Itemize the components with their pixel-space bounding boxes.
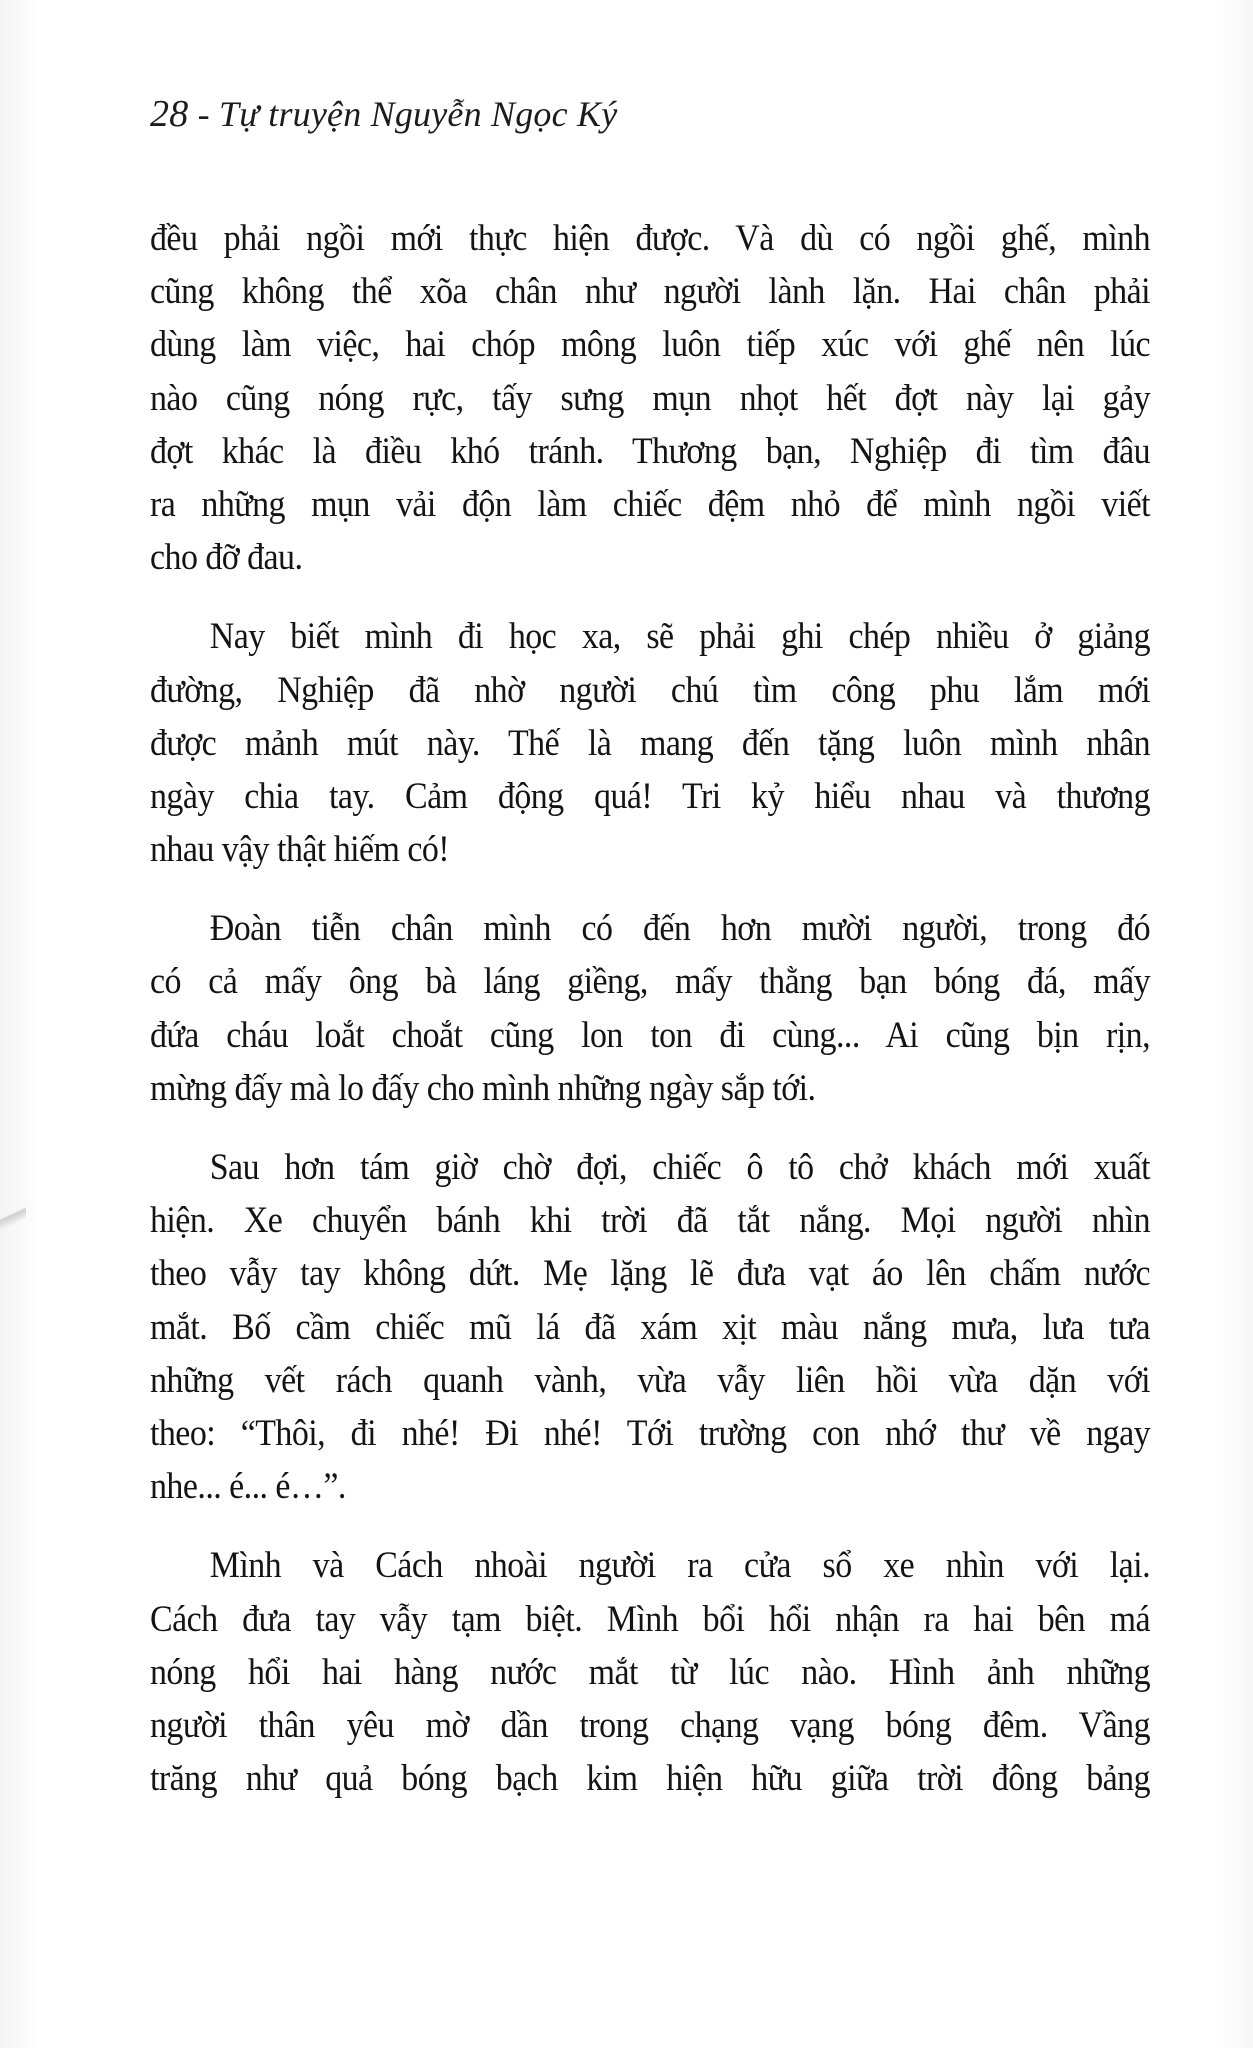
text-line: được mảnh mút này. Thế là mang đến tặng luôn mình nhân bbox=[150, 722, 1151, 764]
page-edge-mark bbox=[0, 1195, 26, 1235]
text-line: nhau vậy thật hiếm có! bbox=[150, 829, 450, 871]
text-line: nào cũng nóng rực, tấy sưng mụn nhọt hết đợt này lại gảy bbox=[150, 377, 1151, 419]
text-line: Cách đưa tay vẫy tạm biệt. Mình bổi hổi nhận ra hai bên má bbox=[150, 1598, 1151, 1640]
text-line: cho đỡ đau. bbox=[150, 537, 303, 579]
text-line: đợt khác là điều khó tránh. Thương bạn, Nghiệp đi tìm đâu bbox=[150, 430, 1151, 472]
book-title: Tự truyện Nguyễn Ngọc Ký bbox=[219, 94, 618, 134]
text-line: mắt. Bố cầm chiếc mũ lá đã xám xịt màu nắng mưa, lưa tưa bbox=[150, 1306, 1151, 1348]
text-line: cũng không thể xõa chân như người lành lặn. Hai chân phải bbox=[150, 271, 1151, 313]
paragraph-4 bbox=[150, 1141, 1150, 1513]
text-line: trăng như quả bóng bạch kim hiện hữu giữa trời đông bảng bbox=[150, 1758, 1151, 1800]
text-line: dùng làm việc, hai chóp mông luôn tiếp xúc với ghế nên lúc bbox=[150, 324, 1151, 366]
text-line: theo vẫy tay không dứt. Mẹ lặng lẽ đưa vạt áo lên chấm nước bbox=[150, 1253, 1151, 1295]
text-line: đều phải ngồi mới thực hiện được. Và dù có ngồi ghế, mình bbox=[150, 218, 1151, 259]
text-line: Sau hơn tám giờ chờ đợi, chiếc ô tô chở khách mới xuất bbox=[209, 1147, 1151, 1188]
text-line: đường, Nghiệp đã nhờ người chú tìm công phu lắm mới bbox=[150, 669, 1151, 711]
paragraph-spacing bbox=[150, 876, 1150, 902]
text-line: nóng hổi hai hàng nước mắt từ lúc nào. Hình ảnh những bbox=[150, 1651, 1151, 1693]
text-line: ra những mụn vải độn làm chiếc đệm nhỏ để mình ngồi viết bbox=[150, 483, 1151, 525]
paragraph-1 bbox=[150, 212, 1150, 584]
text-line: theo: “Thôi, đi nhé! Đi nhé! Tới trường con nhớ thư về ngay bbox=[150, 1412, 1151, 1454]
text-line: ngày chia tay. Cảm động quá! Tri kỷ hiểu nhau và thương bbox=[150, 775, 1151, 817]
text-line: đứa cháu loắt choắt cũng lon ton đi cùng... Ai cũng bịn rịn, bbox=[150, 1014, 1151, 1056]
text-line: người thân yêu mờ dần trong chạng vạng bóng đêm. Vầng bbox=[150, 1704, 1151, 1746]
text-line: Đoàn tiễn chân mình có đến hơn mười người, trong đó bbox=[209, 908, 1151, 950]
text-line: hiện. Xe chuyển bánh khi trời đã tắt nắng. Mọi người nhìn bbox=[150, 1200, 1151, 1242]
text-line: nhe... é... é…”. bbox=[150, 1466, 346, 1508]
paragraph-spacing bbox=[150, 1115, 1150, 1141]
paragraph-5 bbox=[150, 1539, 1150, 1805]
page-number: 28 bbox=[150, 93, 189, 135]
paragraph-3 bbox=[150, 902, 1150, 1115]
paragraph-2 bbox=[150, 610, 1150, 876]
text-line: có cả mấy ông bà láng giềng, mấy thằng bạn bóng đá, mấy bbox=[150, 961, 1151, 1003]
text-line: Nay biết mình đi học xa, sẽ phải ghi chép nhiều ở giảng bbox=[209, 616, 1151, 658]
paragraph-spacing bbox=[150, 584, 1150, 610]
paragraph-spacing bbox=[150, 1513, 1150, 1539]
running-header bbox=[150, 92, 617, 136]
body-text bbox=[150, 212, 1150, 1805]
text-line: những vết rách quanh vành, vừa vẫy liên hồi vừa dặn với bbox=[150, 1359, 1151, 1401]
text-line: mừng đấy mà lo đấy cho mình những ngày sắp tới. bbox=[150, 1067, 816, 1109]
header-separator: - bbox=[188, 94, 219, 134]
text-line: Mình và Cách nhoài người ra cửa sổ xe nhìn với lại. bbox=[209, 1545, 1151, 1587]
